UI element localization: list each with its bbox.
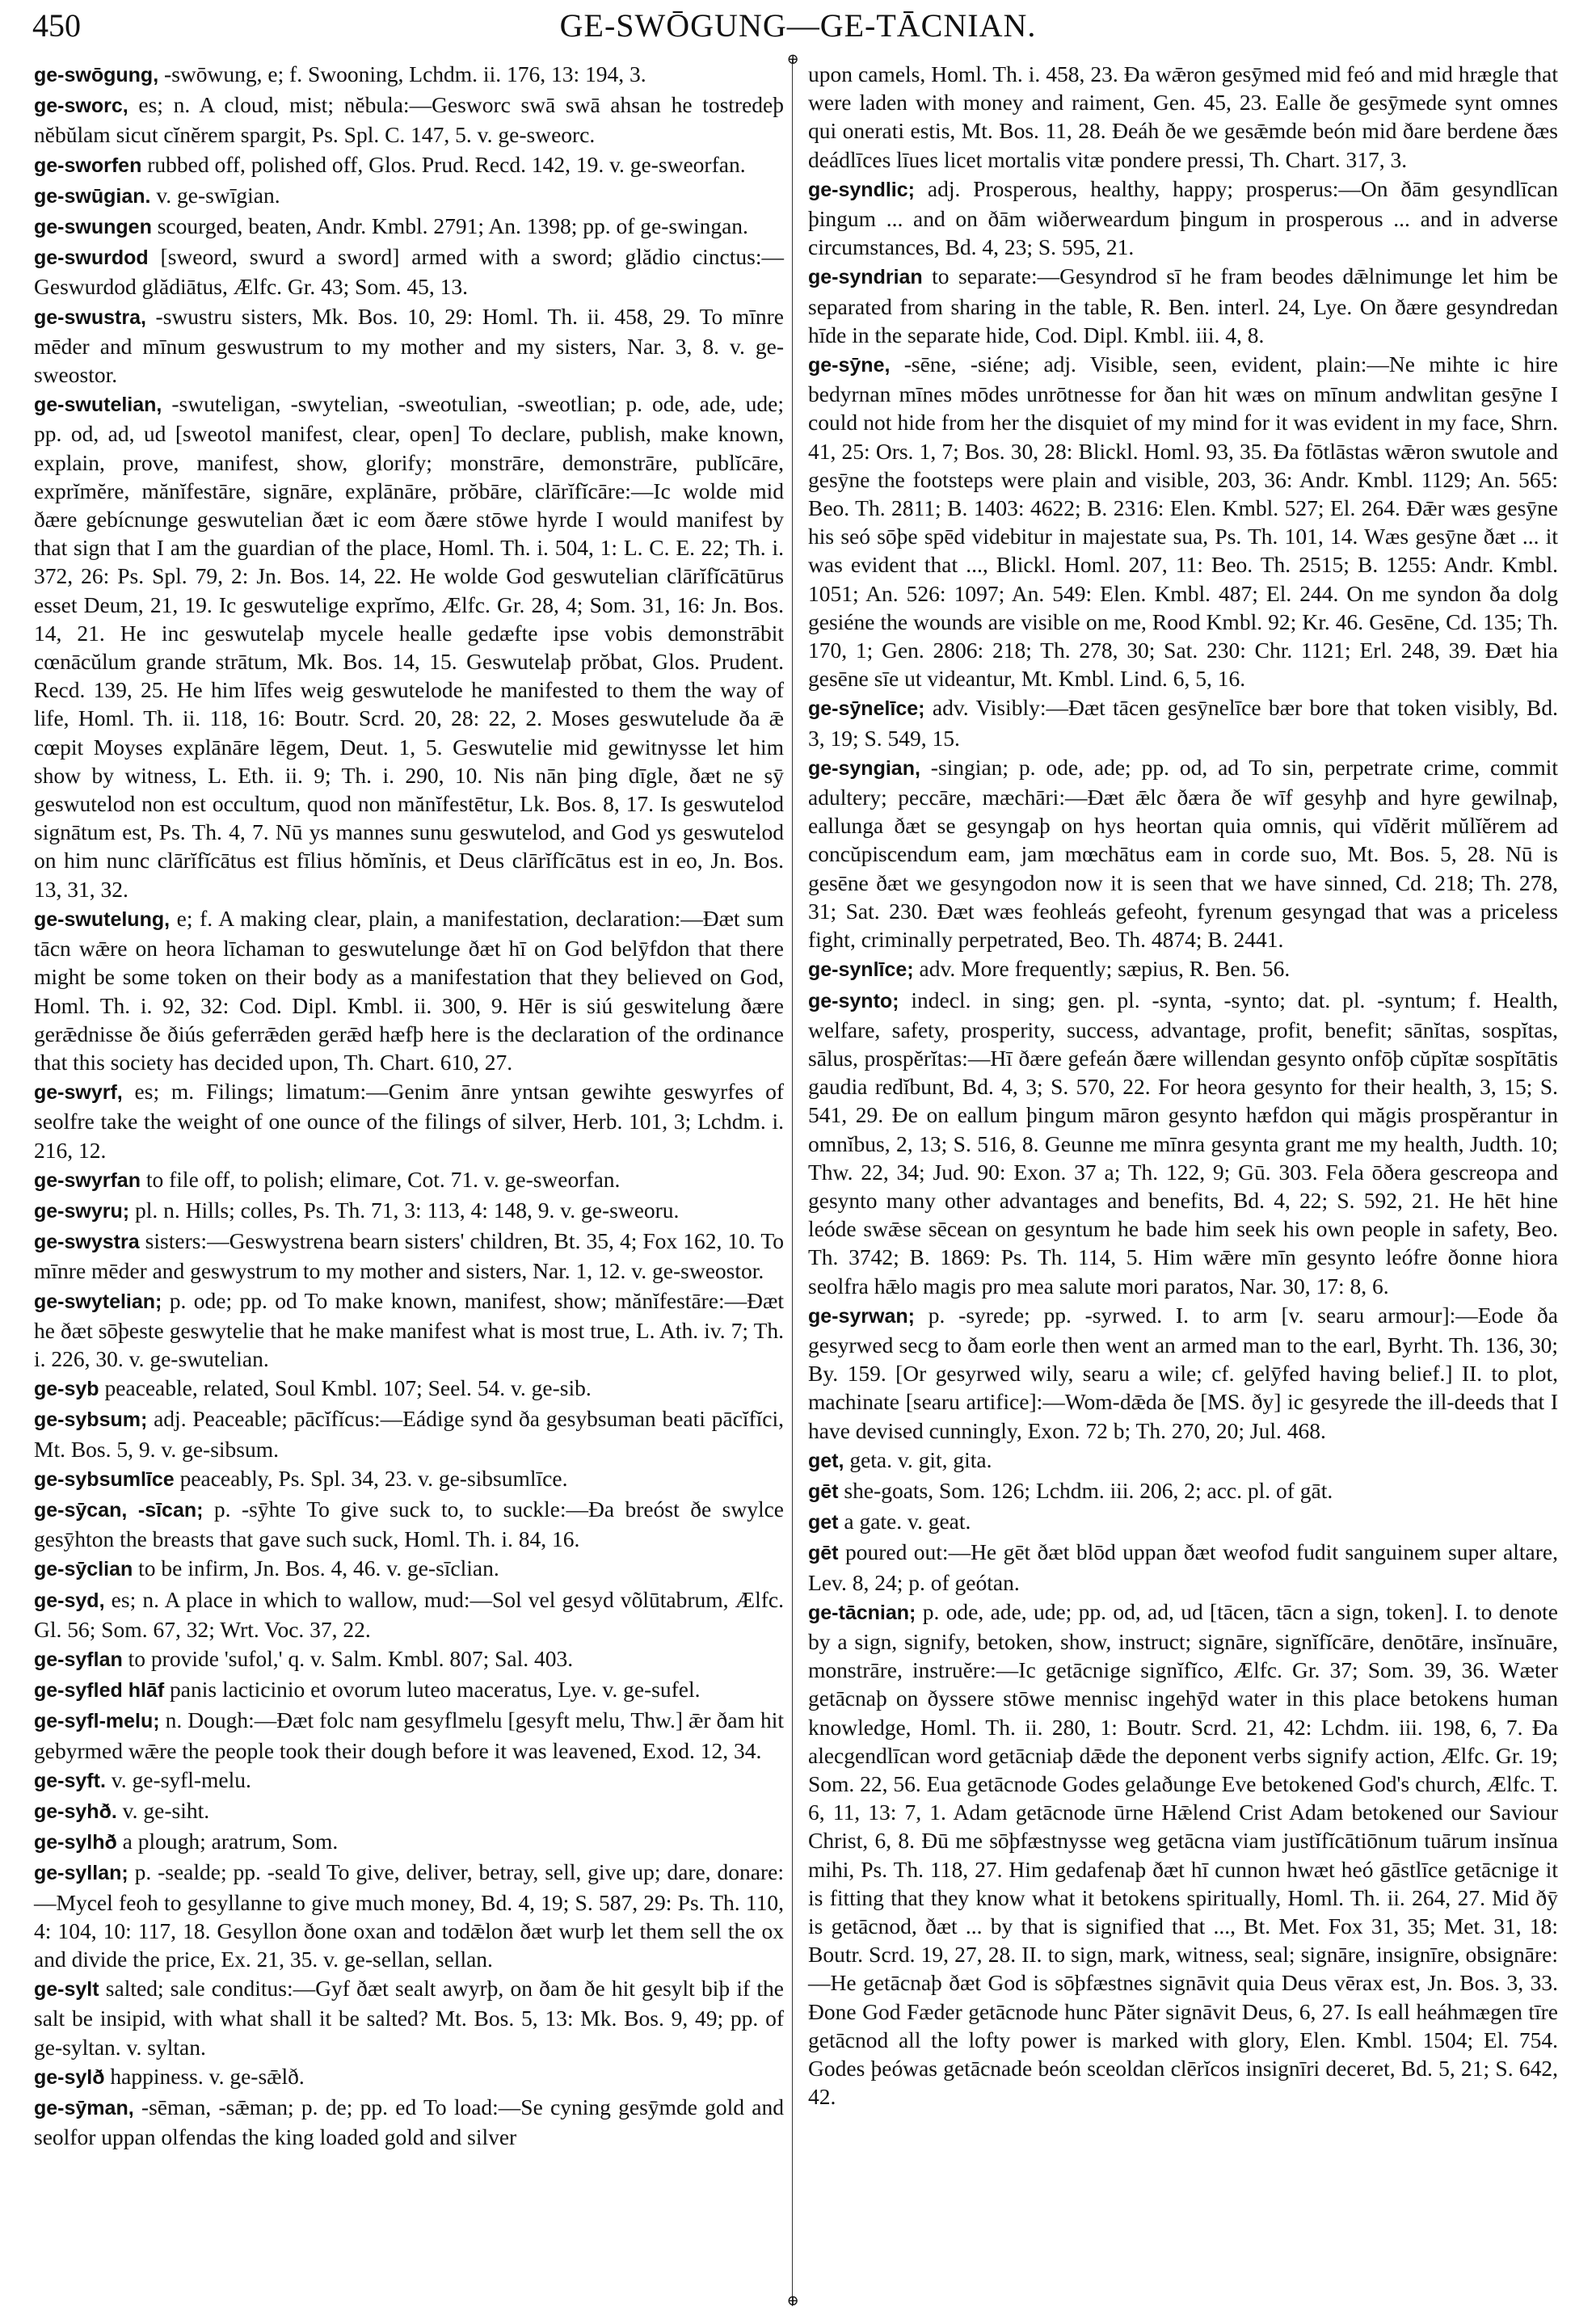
entry-definition: e; f. A making clear, plain, a manifestation, declaration:—Ðæt sum tācn wǣre on heora līchaman to geswutelunge ðæt hī on God belȳfdon that there might be some token on their body as a manifestation that they believed on God, Homl. Th. i. 92, 32: Cod. Dipl. Kmbl. ii. 300, 9. Hēr is siú geswitelung ðære gerǣdnisse ðe ðiús geferrǣden gerǣd hæfþ here is the declaration of the ordinance that this society has decided upon, Th. Chart. 610, 27. (34, 905, 784, 1075)
entry-definition: -sēman, -sǣman; p. de; pp. ed To load:—Se cyning gesȳmde gold and seolfor uppan olfendas the king loaded gold and silver (34, 2094, 784, 2150)
entry-definition: scourged, beaten, Andr. Kmbl. 2791; An. 1398; pp. of ge-swingan. (151, 213, 748, 239)
entry-headword: ge-swūgian. (34, 184, 151, 208)
entry-definition: n. Dough:—Ðæt folc nam gesyflmelu [gesyft melu, Thw.] ǣr ðam hit gebyrmed wǣre the people took their dough before it was leavened, Exod. 12, 34. (34, 1707, 784, 1763)
dictionary-entry (34, 302, 784, 389)
entry-definition: es; n. A cloud, mist; nĕbula:—Gesworc swā swā ahsan he tostredeþ nĕbŭlam sicut cĭnĕrem spargit, Ps. Spl. C. 147, 5. v. ge-sweorc. (34, 92, 784, 148)
entry-headword: ge-sylð (34, 2065, 105, 2089)
dictionary-entry (34, 1286, 784, 1374)
entry-headword: ge-syrwan; (808, 1304, 915, 1328)
entry-headword: ge-swungen (34, 216, 152, 239)
entry-definition: v. ge-swīgian. (150, 182, 280, 208)
dictionary-entry (34, 1974, 784, 2061)
dictionary-entry (34, 242, 784, 301)
dictionary-entry (34, 1766, 784, 1795)
entry-headword: ge-swyrf, (34, 1081, 123, 1105)
dictionary-entry (34, 2062, 784, 2092)
dictionary-entry (808, 175, 1558, 262)
entry-headword: ge-swyrfan (34, 1168, 141, 1192)
dictionary-entry (34, 1827, 784, 1857)
right-column (808, 60, 1558, 2111)
dictionary-entry (808, 753, 1558, 953)
dictionary-entry (808, 1301, 1558, 1445)
entry-headword: ge-sworc, (34, 95, 128, 118)
entry-definition: -swōwung, e; f. Swooning, Lchdm. ii. 176, 13: 194, 3. (158, 61, 646, 86)
entry-headword: ge-syfl-melu; (34, 1710, 160, 1733)
entry-definition: p. -sȳhte To give suck to, to suckle:—Ða breóst ðe swylce gesȳhton the breasts that gave such suck, Homl. Th. i. 84, 16. (34, 1496, 784, 1552)
entry-headword: ge-synto; (808, 989, 899, 1012)
entry-definition: a plough; aratrum, Som. (116, 1829, 339, 1854)
entry-headword: get, (808, 1449, 844, 1472)
entry-definition: es; n. A place in which to wallow, mud:—Sol vel gesyd võlūtabrum, Ælfc. Gl. 56; Som. 67, 32; Wrt. Voc. 37, 22. (34, 1586, 784, 1642)
divider-ornament-bottom: ⊕ (786, 2292, 799, 2309)
entry-definition: -singian; p. ode, ade; pp. od, ad To sin, perpetrate crime, commit adultery; peccāre, mæchāri:—Ðæt ǣlc ðæra ðe wīf gesyhþ and hyre gewilnaþ, eallunga ðæt se gesyngaþ on hys heortan quia omnis, qui vīdĕrit mŭlĭĕrem ad concŭpiscendum eam, jam mœchātus eam in corde suo, Mt. Bos. 5, 28. Nū is gesēne ðæt we gesyngodon now it is seen that we have sinned, Cd. 218; Th. 278, 31; Sat. 230. Ðæt wæs feohleás gefeoht, fyrenum gesyngad that was a priceless fight, criminally perpetrated, Beo. Th. 4874; B. 2441. (808, 754, 1558, 953)
dictionary-entry (34, 904, 784, 1076)
dictionary-entry (808, 350, 1558, 692)
entry-definition: p. ode; pp. od To make known, manifest, show; mănĭfestāre:—Ðæt he ðæt sōþeste geswytelie that he make manifest what is most true, L. Ath. iv. 7; Th. i. 226, 30. v. ge-swutelian. (34, 1287, 784, 1371)
dictionary-entry (808, 1476, 1558, 1506)
dictionary-entry (34, 1554, 784, 1584)
entry-headword: ge-swutelian, (34, 394, 162, 417)
entry-headword: ge-sybsum; (34, 1408, 148, 1432)
entry-headword: ge-sȳman, (34, 2097, 134, 2120)
entry-definition: to file off, to polish; elimare, Cot. 71. v. ge-sweorfan. (140, 1166, 621, 1192)
dictionary-entry (34, 1196, 784, 1226)
dictionary-entry (34, 2093, 784, 2151)
entry-definition: to separate:—Gesyndrod sī he fram beodes dǣlnimunge let him be separated from sharing in the table, R. Ben. interl. 24, Lye. On ðære gesyndredan hīde in the separate hide, Cod. Dipl. Kmbl. iii. 4, 8. (808, 263, 1558, 347)
dictionary-entry (34, 60, 784, 90)
entry-definition: pl. n. Hills; colles, Ps. Th. 71, 3: 113, 4: 148, 9. v. ge-sweoru. (129, 1197, 680, 1223)
entry-definition: sisters:—Geswystrena bearn sisters' children, Bt. 35, 4; Fox 162, 10. To mīnre mēder and geswystrum to my mother and sisters, Nar. 1, 12. v. ge-sweostor. (34, 1228, 784, 1284)
dictionary-entry (34, 1706, 784, 1764)
dictionary-entry (808, 693, 1558, 751)
entry-headword: ge-sybsumlīce (34, 1467, 175, 1491)
entry-headword: ge-swōgung, (34, 64, 159, 86)
entry-definition: to provide 'sufol,' q. v. Salm. Kmbl. 807; Sal. 403. (122, 1645, 574, 1671)
entry-definition: poured out:—He gēt ðæt blōd uppan ðæt weofod fudit sanguinem super altare, Lev. 8, 24; p. of geótan. (808, 1539, 1558, 1595)
entry-headword: ge-synlīce; (808, 958, 914, 982)
divider-ornament-top: ⊕ (786, 51, 799, 67)
entry-definition: es; m. Filings; limatum:—Genim ānre yntsan gewihte geswyrfes of seolfre take the weight of one ounce of the filings of silver, Herb. 101, 3; Lchdm. i. 216, 12. (34, 1079, 784, 1163)
entry-definition: -swuteligan, -swytelian, -sweotulian, -sweotlian; p. ode, ade, ude; pp. od, ad, ud [sweotol manifest, clear, open] To declare, publish, make known, explain, prove, manifest, show, glorify; monstrāre, demonstrāre, publĭcāre, exprĭmĕre, mănĭfestāre, signāre, explānāre, prŏbāre, clārĭfĭcāre:—Ic wolde mid ðære gebícnunge geswutelian ðæt ic eom ðære stōwe hyrde I would manifest by that sign that I am the guardian of the place, Homl. Th. i. 504, 1: L. C. E. 22; Th. i. 372, 26: Ps. Spl. 79, 2: Jn. Bos. 14, 22. He wolde God geswutelian clārĭfĭcātūrus esset Deum, 21, 19. Ic geswutelige exprĭmo, Ælfc. Gr. 28, 4; Som. 31, 16: Jn. Bos. 14, 21. He inc geswutelaþ mycele healle gedæfte ipse vobis demonstrābit cœnācŭlum grande strātum, Mk. Bos. 14, 15. Geswutelaþ prŏbat, Glos. Prudent. Recd. 139, 25. He him līfes weig geswutelode he manifested to them the way of life, Homl. Th. ii. 118, 16: Boutr. Scrd. 20, 28: 22, 2. Moses geswutelude ða ǣ cœpit Moyses explānāre lēgem, Deut. 1, 5. Geswutelie mid gewitnysse let him show by witness, L. Eth. ii. 9; Th. i. 290, 10. Nis nān þing dīgle, ðæt ne sȳ geswutelod non est occultum, quod non mănĭfestētur, Lk. Bos. 8, 17. Is geswutelod signātum est, Ps. Th. 4, 7. Nū ys mannes sunu geswutelod, and God ys geswutelod on him nunc clārĭfĭcātus est fīlius hŏmĭnis, et Deus clārĭfĭcātus est in eo, Jn. Bos. 13, 31, 32. (34, 391, 784, 902)
dictionary-entry (34, 150, 784, 180)
dictionary-entry (34, 1644, 784, 1674)
entry-headword: ge-swystra (34, 1231, 140, 1254)
entry-definition: upon camels, Homl. Th. i. 458, 23. Ða wǣron gesȳmed mid feó and mid hrægle that were laden with money and raiment, Gen. 45, 23. Ealle ðe gesȳmede synt omnes qui onerati estis, Mt. Bos. 11, 28. Ðeáh ðe we gesǣmde beón mid ðare berdene ðæs deádlīces līues licet mortalis vitæ pondere pressi, Th. Chart. 317, 3. (808, 61, 1558, 172)
entry-headword: ge-syft. (34, 1769, 106, 1792)
column-divider (792, 60, 793, 2306)
dictionary-entry (34, 91, 784, 149)
page-title: GE-SWŌGUNG—GE-TĀCNIAN. (559, 7, 1037, 44)
entry-definition: v. ge-syfl-melu. (105, 1766, 251, 1792)
dictionary-entry (808, 60, 1558, 174)
entry-definition: -sēne, -siéne; adj. Visible, seen, evident, plain:—Ne mihte ic hire bedyrnan mīnes mōdes unrōtnesse for ðan hit wæs on mīnum andwlitan gesȳne I could not hide from her the disquiet of my mind for it was evident in my face, Shrn. 41, 25: Ors. 1, 7; Bos. 30, 28: Blickl. Homl. 93, 35. Ða fōtlāstas wǣron swutole and gesȳne the footsteps were plain and visible, 203, 36: Andr. Kmbl. 1129; An. 565: Beo. Th. 2811; B. 1403: 4622; B. 2316: Elen. Kmbl. 527; El. 264. Ðǣr wæs gesȳne his seó sōþe spēd videbitur in majestate sua, Ps. Th. 101, 14. Wæs gesȳne ðæt ... it was evident that ..., Blickl. Homl. 207, 11: Beo. Th. 2515; B. 1255: Andr. Kmbl. 1051; An. 526: 1097; An. 549: Elen. Kmbl. 487; El. 244. On me syndon ða dolg gesiéne the wounds are visible on me, Rood Kmbl. 92; Kr. 46. Gesēne, Cd. 135; Th. 170, 1; Gen. 2806: 218; Th. 278, 30; Sat. 230: Chr. 1121; Erl. 248, 39. Ðæt hia gesēne sīe ut videantur, Mt. Kmbl. Lind. 6, 5, 16. (808, 351, 1558, 692)
entry-definition: peaceable, related, Soul Kmbl. 107; Seel. 54. v. ge-sib. (99, 1375, 592, 1401)
dictionary-entry (34, 1675, 784, 1705)
entry-headword: ge-swustra, (34, 305, 146, 329)
entry-headword: ge-swutelung, (34, 907, 171, 931)
dictionary-entry (34, 1374, 784, 1404)
dictionary-entry (34, 1464, 784, 1494)
dictionary-entry (34, 1858, 784, 1973)
entry-headword: ge-syflan (34, 1648, 123, 1671)
dictionary-entry (34, 1495, 784, 1553)
entry-definition: adv. Visibly:—Ðæt tācen gesȳnelīce bær bore that token visibly, Bd. 3, 19; S. 549, 15. (808, 695, 1558, 751)
entry-definition: rubbed off, polished off, Glos. Prud. Recd. 142, 19. v. ge-sweorfan. (141, 151, 746, 177)
dictionary-entry (34, 1077, 784, 1164)
entry-headword: ge-syllan; (34, 1862, 128, 1885)
entry-definition: p. -syrede; pp. -syrwed. I. to arm [v. searu armour]:—Eode ða gesyrwed secg to ðam eorle then went an armed man to the earl, Byrht. Th. 136, 30; By. 159. [Or gesyrwed wily, searu a wile; cf. gelȳfed having belief.] II. to plot, machinate [searu artifice]:—Wom-dǣda ðe [MS. ðy] ic gesyrede the ill-deeds that I have devised cunningly, Exon. 72 b; Th. 270, 20; Jul. 468. (808, 1302, 1558, 1443)
entry-headword: ge-swytelian; (34, 1290, 162, 1313)
page-number: 450 (32, 7, 81, 44)
dictionary-entry (808, 986, 1558, 1300)
dictionary-entry (808, 954, 1558, 984)
entry-headword: ge-syndlic; (808, 178, 915, 201)
entry-headword: ge-syb (34, 1378, 99, 1401)
dictionary-entry (34, 1585, 784, 1644)
entry-definition: adv. More frequently; sæpius, R. Ben. 56. (913, 956, 1291, 982)
entry-headword: ge-sworfen (34, 154, 142, 177)
dictionary-entry (808, 262, 1558, 349)
entry-definition: to be infirm, Jn. Bos. 4, 46. v. ge-sīclian. (133, 1555, 499, 1581)
entry-definition: a gate. v. geat. (838, 1509, 971, 1534)
dictionary-entry (34, 212, 784, 242)
entry-headword: gēt (808, 1542, 839, 1565)
entry-headword: ge-syfled hlāf (34, 1679, 165, 1703)
entry-headword: ge-swurdod (34, 246, 149, 270)
left-column (34, 60, 784, 2151)
entry-headword: ge-syndrian (808, 266, 923, 289)
entry-definition: happiness. v. ge-sǣlð. (104, 2063, 305, 2089)
dictionary-entry (34, 1227, 784, 1285)
entry-definition: she-goats, Som. 126; Lchdm. iii. 206, 2; acc. pl. of gāt. (838, 1477, 1333, 1503)
entry-definition: -swustru sisters, Mk. Bos. 10, 29: Homl. Th. ii. 458, 29. To mīnre mēder and mīnum geswustrum to my mother and my sisters, Nar. 3, 8. v. ge-sweostor. (34, 303, 784, 388)
entry-headword: ge-swyru; (34, 1199, 130, 1223)
entry-definition: [sweord, swurd a sword] armed with a sword; glădio cinctus:—Geswurdod glădiātus, Ælfc. Gr. 43; Som. 45, 13. (34, 244, 784, 300)
dictionary-entry (34, 181, 784, 211)
entry-headword: ge-sȳcan, -sīcan; (34, 1498, 204, 1522)
entry-headword: ge-sȳne, (808, 354, 891, 377)
entry-headword: ge-sylhð (34, 1831, 117, 1854)
page-header (32, 3, 1564, 52)
entry-definition: peaceably, Ps. Spl. 34, 23. v. ge-sibsumlīce. (174, 1465, 568, 1491)
entry-headword: ge-syd, (34, 1589, 105, 1612)
dictionary-entry (34, 1165, 784, 1195)
dictionary-entry (34, 1404, 784, 1463)
entry-definition: adj. Peaceable; pācĭfĭcus:—Eádige synd ða gesybsuman beati pācĭfĭci, Mt. Bos. 5, 9. v. ge-sibsum. (34, 1406, 784, 1462)
entry-headword: ge-tācnian; (808, 1601, 916, 1624)
entry-headword: ge-sylt (34, 1978, 99, 2002)
entry-definition: geta. v. git, gita. (844, 1446, 992, 1472)
entry-definition: p. ode, ade, ude; pp. od, ad, ud [tācen, tācn a sign, token]. I. to denote by a sign, signify, betoken, show, instruct; signāre, signĭfĭcāre, denōtāre, insĭnuāre, monstrāre, instruĕre:—Ic getācnige signĭfĭco, Ælfc. Gr. 37; Som. 39, 36. Wæter getācnaþ on ðyssere stōwe mennisc ingehȳd water in this place betokens human knowledge, Homl. Th. ii. 280, 1: Boutr. Scrd. 21, 42: Lchdm. iii. 198, 6, 7. Ða alecgendlīcan word getācniaþ dǣde the deponent verbs signify action, Ælfc. Gr. 19; Som. 22, 56. Eua getācnode Godes gelaðunge Eve betokened God's church, Ælfc. T. 6, 11, 13: 7, 1. Adam getācnode ūrne Hǣlend Crist Adam betokened our Saviour Christ, 6, 8. Ðū me sōþfæstnysse weg getācna viam justĭfĭcātiōnum tuārum insĭnua mihi, Ps. Th. 118, 27. Him gedafenaþ ðæt hī cunnon hwæt heó gāstlīce getācnige it is fitting that they know what it betokens spiritually, Homl. Th. ii. 264, 27. Mid ðȳ is getācnod, ðæt ... by that is signified that ..., Bt. Met. Fox 31, 35; Met. 31, 18: Boutr. Scrd. 19, 27, 28. II. to sign, mark, witness, seal; signāre, insignīre, obsignāre:—He getācnaþ ðæt God is sōþfæstnes signāvit quia Deus vērax est, Jn. Bos. 3, 33. Ðone God Fæder getācnode hunc Păter signāvit Deus, 6, 27. Is eall heáhmægen tīre getācnod all the lofty power is marked with glory, Elen. Kmbl. 1504; El. 754. Godes þeówas getācnade beón sceoldan clērĭcos insignīri deceret, Bd. 5, 21; S. 642, 42. (808, 1598, 1558, 2110)
entry-definition: salted; sale conditus:—Gyf ðæt sealt awyrþ, on ðam ðe hit gesylt biþ if the salt be insipid, with what shall it be salted? Mt. Bos. 5, 13: Mk. Bos. 9, 49; pp. of ge-syltan. v. syltan. (34, 1976, 784, 2060)
entry-headword: ge-sȳnelīce; (808, 697, 925, 721)
dictionary-entry (808, 1538, 1558, 1596)
dictionary-entry (808, 1507, 1558, 1537)
dictionary-entry (34, 1796, 784, 1826)
entry-headword: ge-syhð. (34, 1800, 117, 1823)
entry-definition: v. ge-siht. (116, 1797, 210, 1823)
dictionary-entry (34, 389, 784, 903)
entry-definition: panis lacticinio et ovorum luteo maceratus, Lye. v. ge-sufel. (164, 1677, 701, 1703)
entry-headword: get (808, 1511, 839, 1534)
entry-headword: ge-syngian, (808, 756, 920, 780)
dictionary-entry (808, 1597, 1558, 2111)
entry-headword: ge-sȳclian (34, 1558, 133, 1581)
entry-definition: adj. Prosperous, healthy, happy; prosperus:—On ðām gesyndlīcan þingum ... and on ðām wiðerweardum þingum in prosperous ... and in adverse circumstances, Bd. 4, 23; S. 595, 21. (808, 175, 1558, 260)
entry-definition: p. -sealde; pp. -seald To give, deliver, betray, sell, give up; dare, donare:—Mycel feoh to gesyllanne to give much money, Bd. 4, 19; S. 587, 29: Ps. Th. 110, 4: 104, 10: 117, 18. Gesyllon ðone oxan and todǣlon ðæt wurþ let them sell the ox and divide the price, Ex. 21, 35. v. ge-sellan, sellan. (34, 1859, 784, 1972)
entry-headword: gēt (808, 1480, 839, 1503)
entry-definition: indecl. in sing; gen. pl. -synta, -synto; dat. pl. -syntum; f. Health, welfare, safety, prosperity, success, advantage, profit, benefit; sānĭtas, sospĭtas, sālus, prospĕrĭtas:—Hī ðære gefeán ðære willendan gesynto onfōþ cŭpĭtæ sospĭtātis gaudia redĭbunt, Bd. 4, 3; S. 570, 22. For heora gesynto for their health, 3, 15; S. 541, 29. Ðe on eallum þingum māron gesynto hæfdon qui măgis prospĕrantur in omnĭbus, 2, 13; S. 516, 8. Geunne me mīnra gesynta grant me my health, Judth. 10; Thw. 22, 34; Jud. 90: Exon. 37 a; Th. 122, 9; Gū. 303. Fela ōðera gescreopa and gesynto many other advantages and benefits, Bd. 4, 22; S. 592, 21. He hēt hine leóde swǣse sēcean on gesyntum he bade him seek his own people in safety, Beo. Th. 3742; B. 1869: Ps. Th. 114, 5. Him wǣre mīn gesynto leófre ðonne hiora seolfra hǣlo magis pro mea salute mori paratos, Nar. 30, 17: 8, 6. (808, 987, 1558, 1299)
dictionary-entry (808, 1446, 1558, 1475)
